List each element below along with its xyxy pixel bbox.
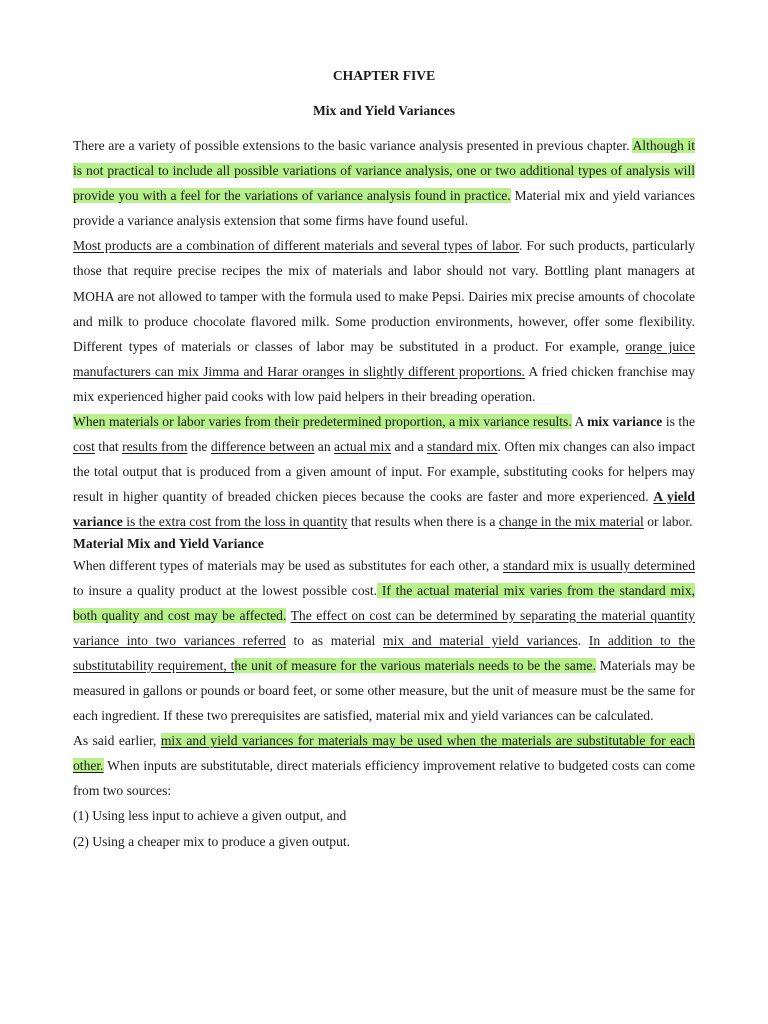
text-run: There are a variety of possible extensions to the basic variance analysis presented in previous chapter. xyxy=(73,138,633,153)
chapter-title: Mix and Yield Variances xyxy=(312,103,456,118)
text-run: When different types of materials may be used as substitutes for each other, a xyxy=(73,557,503,573)
text-run: an xyxy=(314,439,335,455)
text-run: A fried chicken franchise may mix experienced higher paid cooks with low paid helpers in their breading operation. xyxy=(73,363,695,404)
underlined-text: In addition to the substitutability requirement, t xyxy=(73,632,695,673)
paragraph-material-mix xyxy=(73,553,695,729)
text-run: . xyxy=(577,632,589,648)
text-run: Material mix and yield variances provide a variance analysis extension that some firms have found useful. xyxy=(73,188,695,229)
highlighted-text: If the actual material mix varies from the standard mix, both quality and cost may be affected. xyxy=(73,582,695,623)
bold-term: mix variance xyxy=(587,414,663,430)
text-run: that xyxy=(94,439,123,455)
list-item: (1) Using less input to achieve a given output, and xyxy=(73,808,347,824)
text-run: the xyxy=(187,439,211,455)
paragraph-mix-variance xyxy=(73,409,695,534)
underlined-text: standard mix is usually determined xyxy=(502,557,696,573)
document-body xyxy=(73,133,695,854)
underlined-text: is the extra cost from the loss in quantity xyxy=(122,514,348,530)
underlined-text: Most products are a combination of different materials and several types of labor xyxy=(73,238,520,254)
underlined-text: orange juice manufacturers can mix Jimma and Harar oranges in slightly different proportions. xyxy=(73,338,695,379)
highlighted-text: he unit of measure for the various materials needs to be the same. xyxy=(234,657,596,673)
chapter-heading: CHAPTER FIVE xyxy=(332,68,436,83)
list-item: (2) Using a cheaper mix to produce a given output. xyxy=(73,833,351,849)
paragraph-products xyxy=(73,233,695,409)
text-run: or labor. xyxy=(643,514,693,530)
underlined-text: change in the mix material xyxy=(498,514,644,530)
paragraph-intro xyxy=(73,133,695,233)
text-run: that results when there is a xyxy=(347,514,499,530)
paragraph-substitutable xyxy=(73,728,695,803)
underlined-text: The effect on cost can be determined by separating the material quantity variance into two variances referred xyxy=(73,607,695,648)
underlined-text: results from xyxy=(122,439,188,455)
text-run: is the xyxy=(662,414,695,430)
underlined-text: mix and material yield variances xyxy=(383,632,578,648)
underlined-text: standard mix xyxy=(426,439,498,455)
text-run: When inputs are substitutable, direct materials efficiency improvement relative to budgeted costs can come from two sources: xyxy=(73,758,695,799)
underlined-text: actual mix xyxy=(334,439,392,455)
text-run: A xyxy=(571,414,588,430)
section-heading: Material Mix and Yield Variance xyxy=(73,535,264,551)
text-run: to as material xyxy=(285,632,384,648)
underlined-text: cost xyxy=(73,439,95,455)
highlighted-text: When materials or labor varies from their predetermined proportion, a mix variance results. xyxy=(73,414,572,430)
text-run: . Often mix changes can also impact the total output that is produced from a given amount of input. For example, substituting cooks for helpers may result in higher quantity of breaded chicken pieces because the cooks are faster and more experienced. xyxy=(73,439,696,505)
underlined-text: difference between xyxy=(210,439,315,455)
text-run: to insure a quality product at the lowest possible cost. xyxy=(73,582,378,598)
highlighted-text: mix and yield variances for materials may be used when the materials are substitutable for each other. xyxy=(73,733,696,774)
text-run: As said earlier, xyxy=(73,733,161,749)
text-run: Materials may be measured in gallons or pounds or board feet, or some other measure, but the unit of measure must be the same for each ingredient. If these two prerequisites are satisfied, material mix and yield variances can be calculated. xyxy=(73,657,695,724)
bold-term: A yield variance xyxy=(73,489,695,530)
text-run: and a xyxy=(391,439,427,455)
highlighted-text: Although it is not practical to include all possible variations of variance analysis, one or two additional types of analysis will provide you with a feel for the variations of variance analysis found in practice. xyxy=(73,138,696,204)
text-run: . For such products, particularly those that require precise recipes the mix of materials and labor should not vary. Bottling plant managers at MOHA are not allowed to tamper with the formula used to make Pepsi. Dairies mix precise amounts of chocolate and milk to produce chocolate flavored milk. Some production environments, however, offer some flexibility. Different types of materials or classes of labor may be substituted in a product. For example, xyxy=(73,238,695,354)
